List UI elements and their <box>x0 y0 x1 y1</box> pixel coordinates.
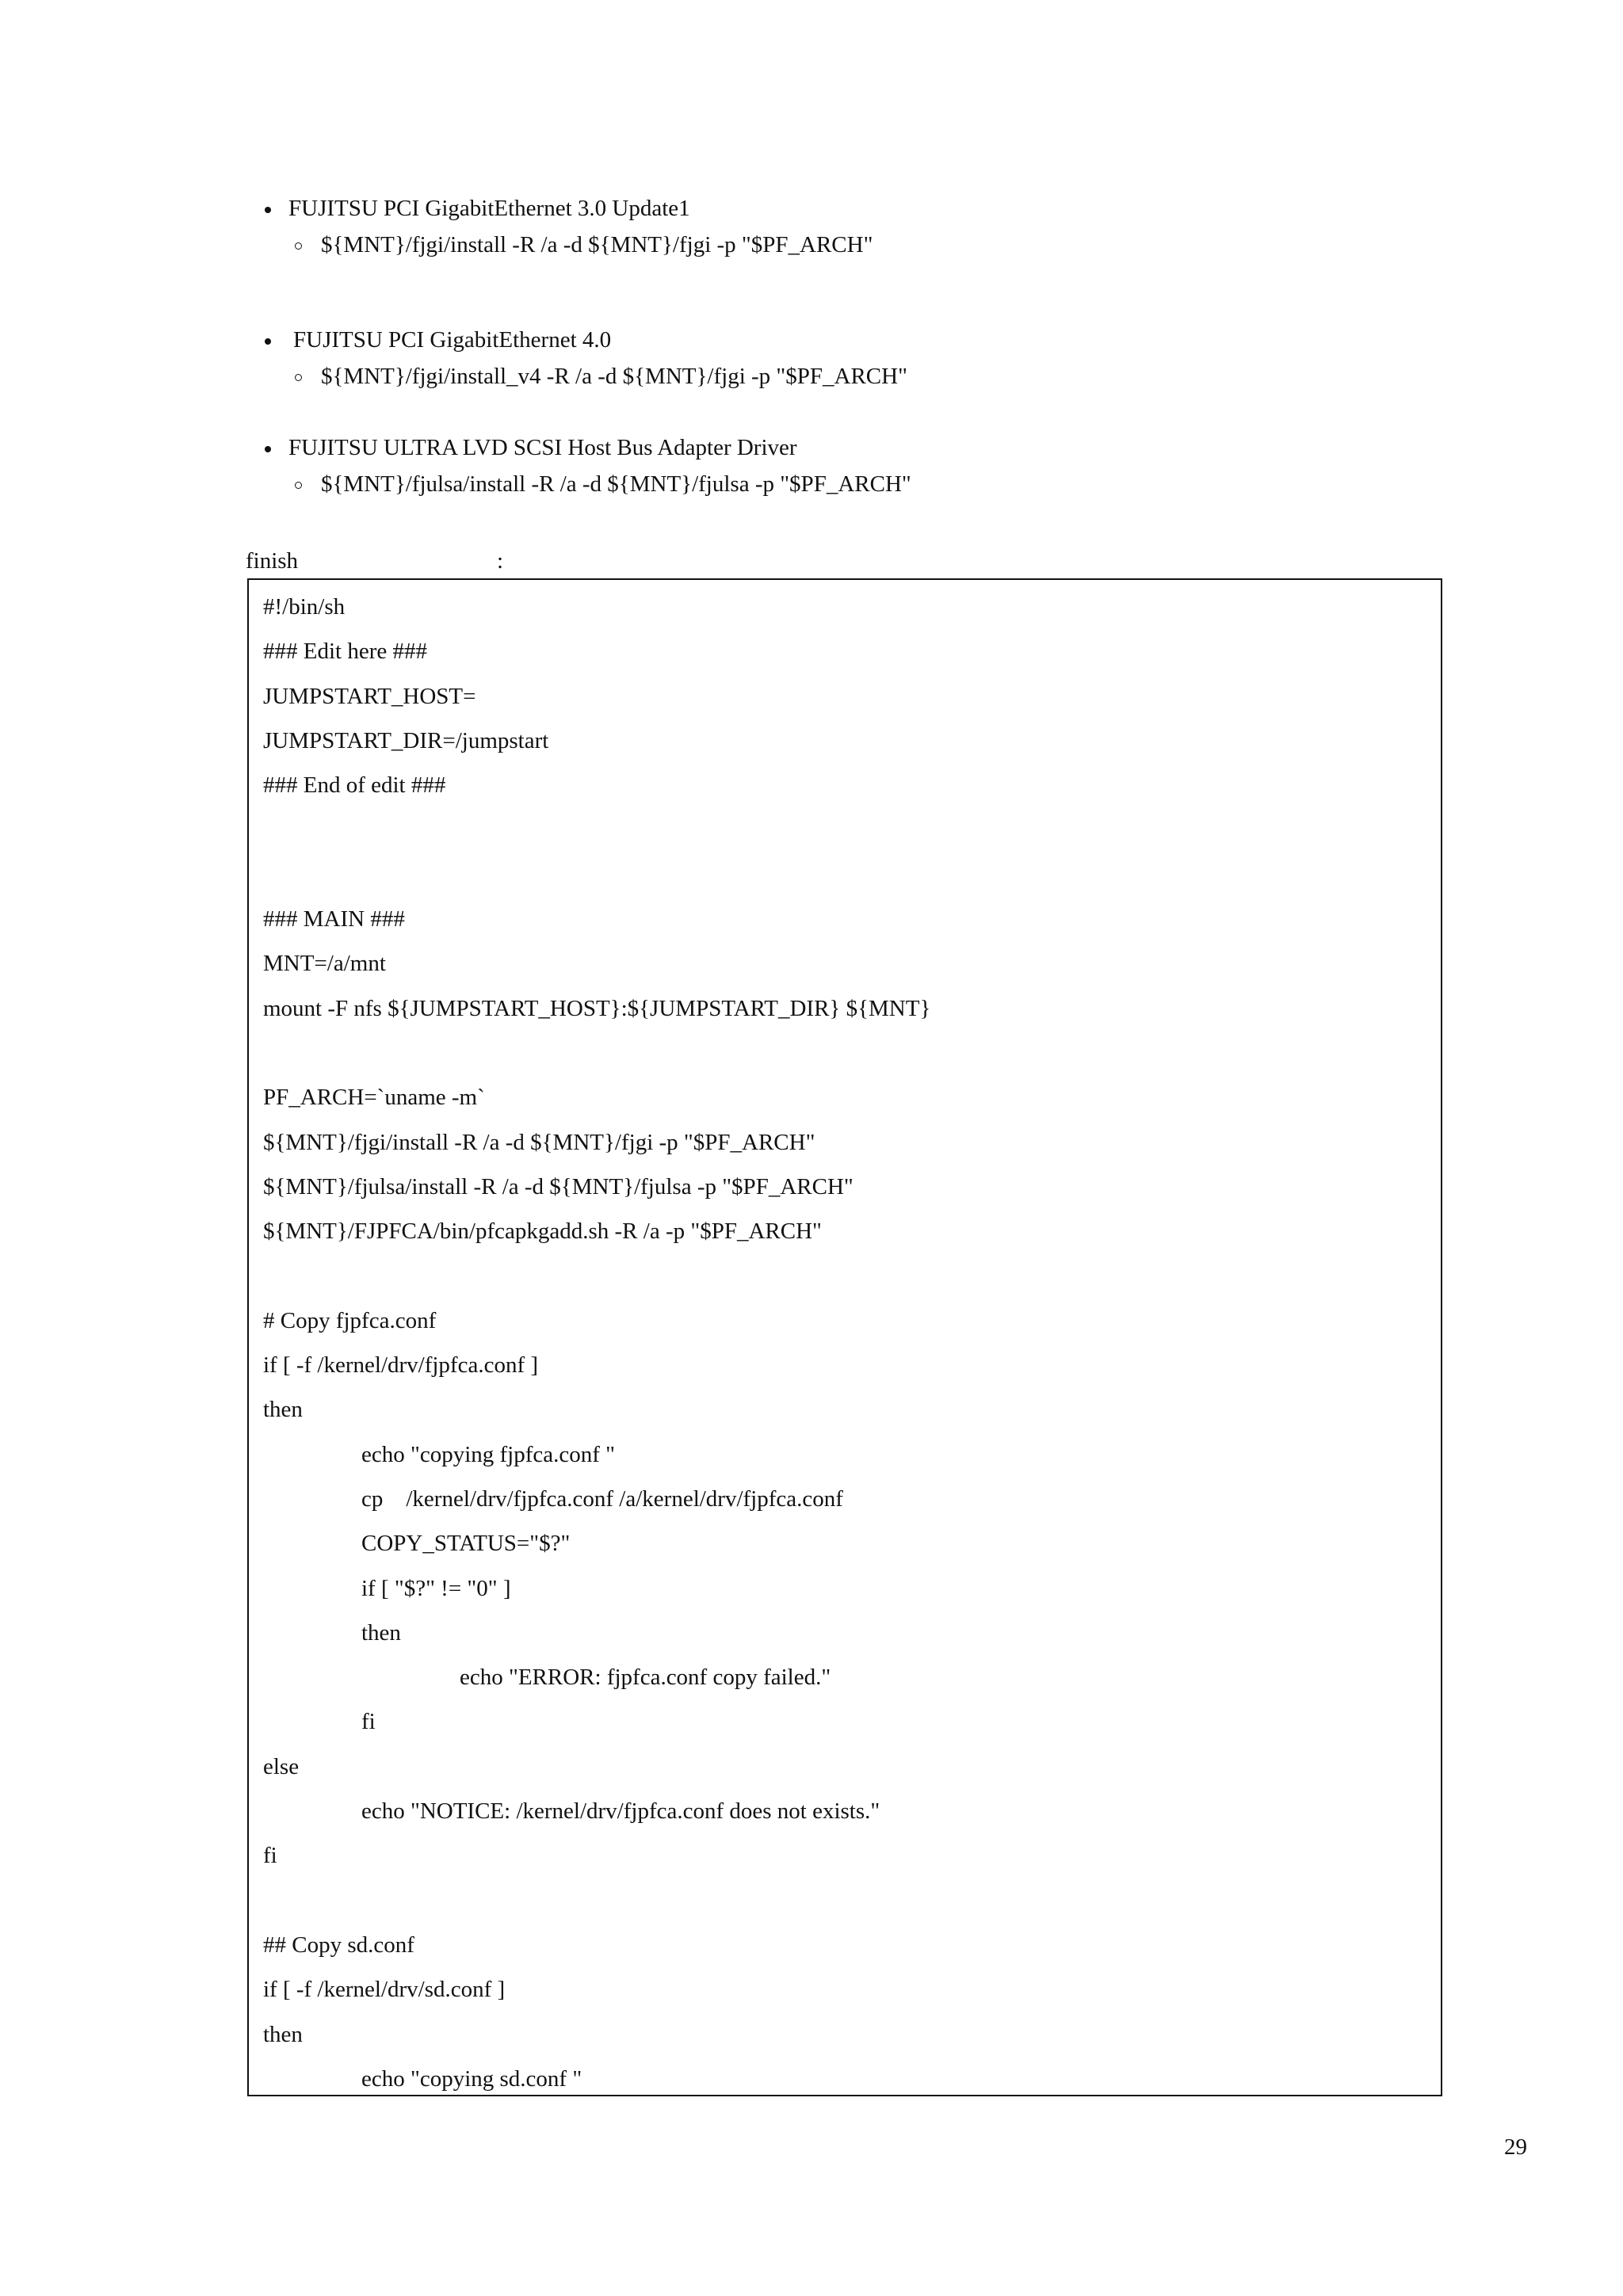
code-line: # Copy fjpfca.conf <box>263 1307 437 1333</box>
code-line: #!/bin/sh <box>263 594 346 620</box>
code-line: if [ -f /kernel/drv/sd.conf ] <box>263 1977 506 2003</box>
bullet-item-command: ${MNT}/fjgi/install -R /a -d ${MNT}/fjgi -p "$PF_ARCH" <box>262 227 873 263</box>
code-line: then <box>361 1619 401 1646</box>
page-number: 29 <box>1504 2134 1527 2160</box>
code-line: PF_ARCH=`uname -m` <box>263 1085 485 1111</box>
code-line: else <box>263 1753 300 1779</box>
code-line: then <box>263 1397 303 1423</box>
code-line: ## Copy sd.conf <box>263 1932 414 1958</box>
code-line: ${MNT}/fjgi/install -R /a -d ${MNT}/fjgi -p "$PF_ARCH" <box>263 1129 815 1155</box>
code-line: cp /kernel/drv/fjpfca.conf /a/kernel/drv/fjpfca.conf <box>361 1486 843 1512</box>
bullet-item-title: FUJITSU PCI GigabitEthernet 4.0 <box>262 322 907 358</box>
code-line <box>249 807 1441 852</box>
finish-script-colon: : <box>497 548 504 574</box>
code-line: MNT=/a/mnt <box>263 951 386 977</box>
bullet-item <box>262 322 907 395</box>
bullet-item-command: ${MNT}/fjgi/install_v4 -R /a -d ${MNT}/fjgi -p "$PF_ARCH" <box>262 358 907 395</box>
code-line: if [ -f /kernel/drv/fjpfca.conf ] <box>263 1352 539 1379</box>
code-line: JUMPSTART_DIR=/jumpstart <box>263 727 549 753</box>
code-line: fi <box>263 1843 277 1869</box>
code-line: ${MNT}/fjulsa/install -R /a -d ${MNT}/fjulsa -p "$PF_ARCH" <box>263 1173 854 1199</box>
code-line <box>249 1031 1441 1075</box>
bullet-item-title: FUJITSU PCI GigabitEthernet 3.0 Update1 <box>262 190 873 227</box>
finish-script-code-box <box>247 578 1442 2096</box>
code-line: echo "NOTICE: /kernel/drv/fjpfca.conf does not exists." <box>361 1798 880 1825</box>
code-line: then <box>263 2021 303 2047</box>
bullet-item-title: FUJITSU ULTRA LVD SCSI Host Bus Adapter Driver <box>262 429 911 466</box>
code-line: echo "ERROR: fjpfca.conf copy failed." <box>460 1665 831 1691</box>
bullet-item <box>262 429 911 502</box>
code-line: echo "copying sd.conf " <box>361 2065 582 2092</box>
code-line: COPY_STATUS="$?" <box>361 1531 571 1557</box>
code-line: ### End of edit ### <box>263 772 446 799</box>
finish-script-label: finish <box>246 548 299 574</box>
code-line <box>249 852 1441 897</box>
code-line: fi <box>361 1709 376 1735</box>
code-line <box>249 1253 1441 1298</box>
bullet-item <box>262 190 873 263</box>
code-line: echo "copying fjpfca.conf " <box>361 1441 615 1467</box>
code-line: JUMPSTART_HOST= <box>263 683 476 709</box>
code-line: ### MAIN ### <box>263 906 405 933</box>
bullet-item-command: ${MNT}/fjulsa/install -R /a -d ${MNT}/fjulsa -p "$PF_ARCH" <box>262 466 911 502</box>
code-line: ### Edit here ### <box>263 639 427 665</box>
code-line: mount -F nfs ${JUMPSTART_HOST}:${JUMPSTART_DIR} ${MNT} <box>263 995 931 1021</box>
code-line: if [ "$?" != "0" ] <box>361 1575 511 1601</box>
code-line: ${MNT}/FJPFCA/bin/pfcapkgadd.sh -R /a -p "$PF_ARCH" <box>263 1219 822 1245</box>
code-line <box>249 1878 1441 1923</box>
